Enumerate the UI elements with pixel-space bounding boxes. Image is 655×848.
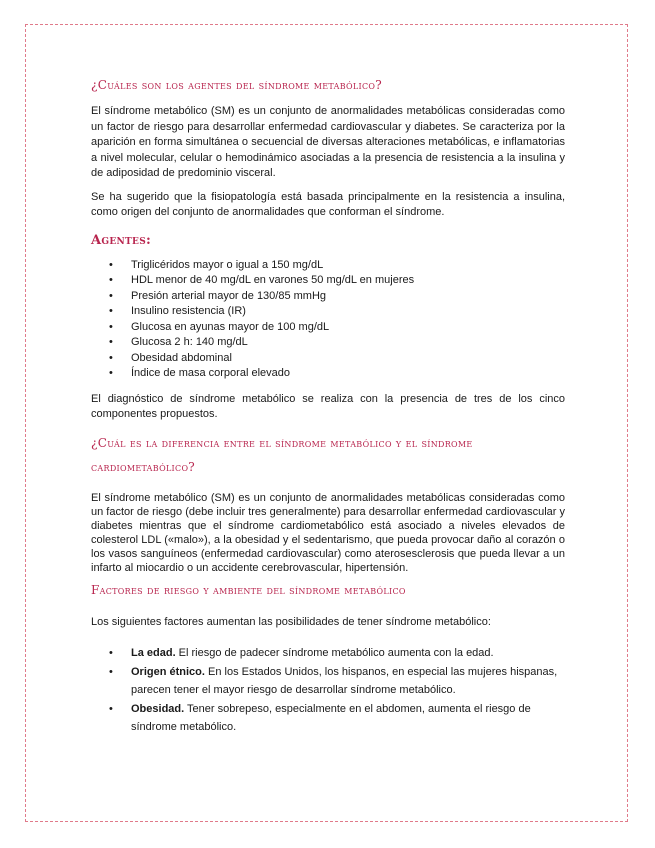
factor-term: Obesidad. [131,702,185,715]
list-item: • HDL menor de 40 mg/dL en varones 50 mg/dL en mujeres [91,273,565,289]
bullet-icon: • [109,647,113,659]
bullet-icon: • [109,274,113,286]
section3-heading: Factores de riesgo y ambiente del síndrome metabólico [91,582,406,597]
list-item: • Insulino resistencia (IR) [91,304,565,320]
agentes-heading: Agentes: [91,232,152,248]
document-body [91,78,565,737]
factors-list [91,644,565,737]
bullet-icon: • [109,665,113,678]
factor-term: La edad. [131,647,176,659]
list-item: • Índice de masa corporal elevado [91,366,565,382]
bullet-icon: • [109,336,113,348]
section2-paragraph: El síndrome metabólico (SM) es un conjunto de anormalidades metabólicas consideradas como un factor de riesgo (debe incluir tres generalmente) para desarrollar enfermedad cardiovascular y diabetes mientras que el síndrome cardiometabólico está asociado a niveles elevados de colesterol LDL («malo»), a la obesidad y el sedentarismo, que pueda provocar daño al corazón o los vasos sanguíneos (enfermedad cardiovascular) como aterosesclerosis que pueda llevar a un infarto al miocardio o un accidente cerebrovascular, hipertensión. [91,491,565,574]
agentes-list [91,258,565,382]
bullet-icon: • [109,367,113,379]
bullet-icon: • [109,305,113,317]
bullet-icon: • [109,258,113,271]
factor-text: El riesgo de padecer síndrome metabólico aumenta con la edad. [175,647,494,659]
list-item: • Presión arterial mayor de 130/85 mmHg [91,289,565,305]
section1-heading: ¿Cuáles son los agentes del síndrome metabólico? [91,78,382,92]
list-item: • Glucosa 2 h: 140 mg/dL [91,335,565,351]
bullet-icon: • [109,351,113,364]
bullet-icon: • [109,320,113,333]
agentes-note: El diagnóstico de síndrome metabólico se realiza con la presencia de tres de los cinco componentes propuestos. [91,392,565,420]
factor-term: Origen étnico. [131,665,205,678]
list-item: • Triglicéridos mayor o igual a 150 mg/dL [91,258,565,274]
list-item [91,663,565,700]
bullet-icon: • [109,702,113,715]
section3-intro: Los siguientes factores aumentan las posibilidades de tener síndrome metabólico: [91,615,491,628]
section2-heading: ¿Cuál es la diferencia entre el síndrome metabólico y el síndrome cardiometabólico? [91,435,473,474]
list-item: • Obesidad abdominal [91,351,565,367]
list-item [91,700,565,737]
list-item: • Glucosa en ayunas mayor de 100 mg/dL [91,320,565,336]
bullet-icon: • [109,289,113,302]
section1-paragraph-2: Se ha sugerido que la fisiopatología está basada principalmente en la resistencia a insulina, como origen del conjunto de anormalidades que conforman el síndrome. [91,190,565,218]
list-item [91,644,565,663]
factor-text: Tener sobrepeso, especialmente en el abdomen, aumenta el riesgo de síndrome metabólico. [131,702,531,733]
factor-text: En los Estados Unidos, los hispanos, en especial las mujeres hispanas, parecen tener el mayor riesgo de desarrollar síndrome metabólico. [131,665,558,696]
section1-paragraph-1: El síndrome metabólico (SM) es un conjunto de anormalidades metabólicas consideradas como un factor de riesgo para desarrollar enfermedad cardiovascular y diabetes. Se caracteriza por la aparición en forma simultánea o secuencial de diversas alteraciones metabólicas, e inflamatorias a nivel molecular, celular o hemodinámico asociadas a la presencia de resistencia a la insulina y de adiposidad de predominio visceral. [91,105,565,179]
